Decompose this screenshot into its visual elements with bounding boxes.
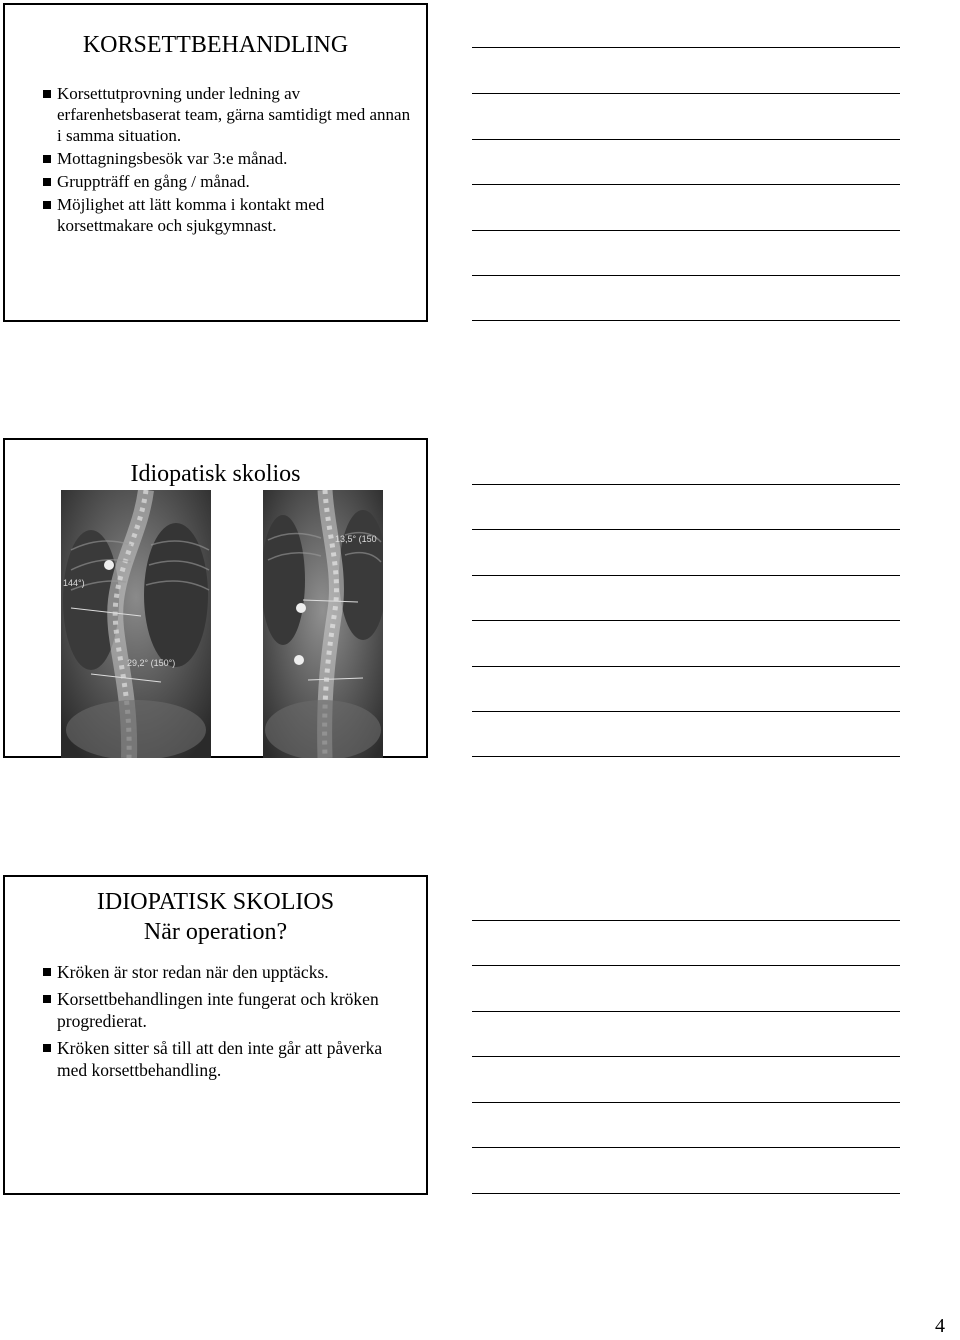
bullet-item: Kröken är stor redan när den upptäcks. xyxy=(5,961,426,983)
note-line xyxy=(472,1147,900,1148)
xray-angle-label: 29,2° (150°) xyxy=(127,658,176,668)
bullet-list xyxy=(5,83,426,236)
note-line xyxy=(472,920,900,921)
slide-subtitle: När operation? xyxy=(143,919,288,945)
note-line xyxy=(472,575,900,576)
note-line xyxy=(472,139,900,140)
note-line xyxy=(472,711,900,712)
slide-title: Idiopatisk skolios xyxy=(130,461,301,487)
note-line xyxy=(472,1056,900,1057)
note-line xyxy=(472,320,900,321)
xray-angle-label: 13,5° (150 xyxy=(335,534,377,544)
bullet-item: Kröken sitter så till att den inte går att påverka med korsettbehandling. xyxy=(5,1037,426,1081)
note-line xyxy=(472,756,900,757)
note-line xyxy=(472,965,900,966)
note-line xyxy=(472,93,900,94)
bullet-item: Möjlighet att lätt komma i kontakt med korsettmakare och sjukgymnast. xyxy=(5,194,426,236)
note-line xyxy=(472,620,900,621)
bullet-item: Korsettutprovning under ledning av erfarenhetsbaserat team, gärna samtidigt med annan i samma situation. xyxy=(5,83,426,146)
note-line xyxy=(472,529,900,530)
xray-angle-label: 144°) xyxy=(63,578,85,588)
bullet-item: Gruppträff en gång / månad. xyxy=(5,171,426,192)
note-line xyxy=(472,666,900,667)
note-line xyxy=(472,1011,900,1012)
xray-image-right xyxy=(263,490,383,758)
slide-title xyxy=(5,887,426,947)
page-number: 4 xyxy=(935,1315,945,1337)
bullet-item: Korsettbehandlingen inte fungerat och kröken progredierat. xyxy=(5,988,426,1032)
note-line xyxy=(472,184,900,185)
slide-idiopatisk-skolios-operation xyxy=(3,875,428,1195)
bullet-item: Mottagningsbesök var 3:e månad. xyxy=(5,148,426,169)
note-line xyxy=(472,230,900,231)
note-line xyxy=(472,1193,900,1194)
slide-title-line: IDIOPATISK SKOLIOS xyxy=(96,889,335,915)
note-line xyxy=(472,275,900,276)
note-line xyxy=(472,1102,900,1103)
slide-idiopatisk-skolios xyxy=(3,438,428,758)
slide-korsettbehandling xyxy=(3,3,428,322)
note-line xyxy=(472,484,900,485)
note-line xyxy=(472,47,900,48)
slide-title: KORSETTBEHANDLING xyxy=(82,32,349,58)
bullet-list xyxy=(5,961,426,1081)
xray-image-left xyxy=(61,490,211,758)
